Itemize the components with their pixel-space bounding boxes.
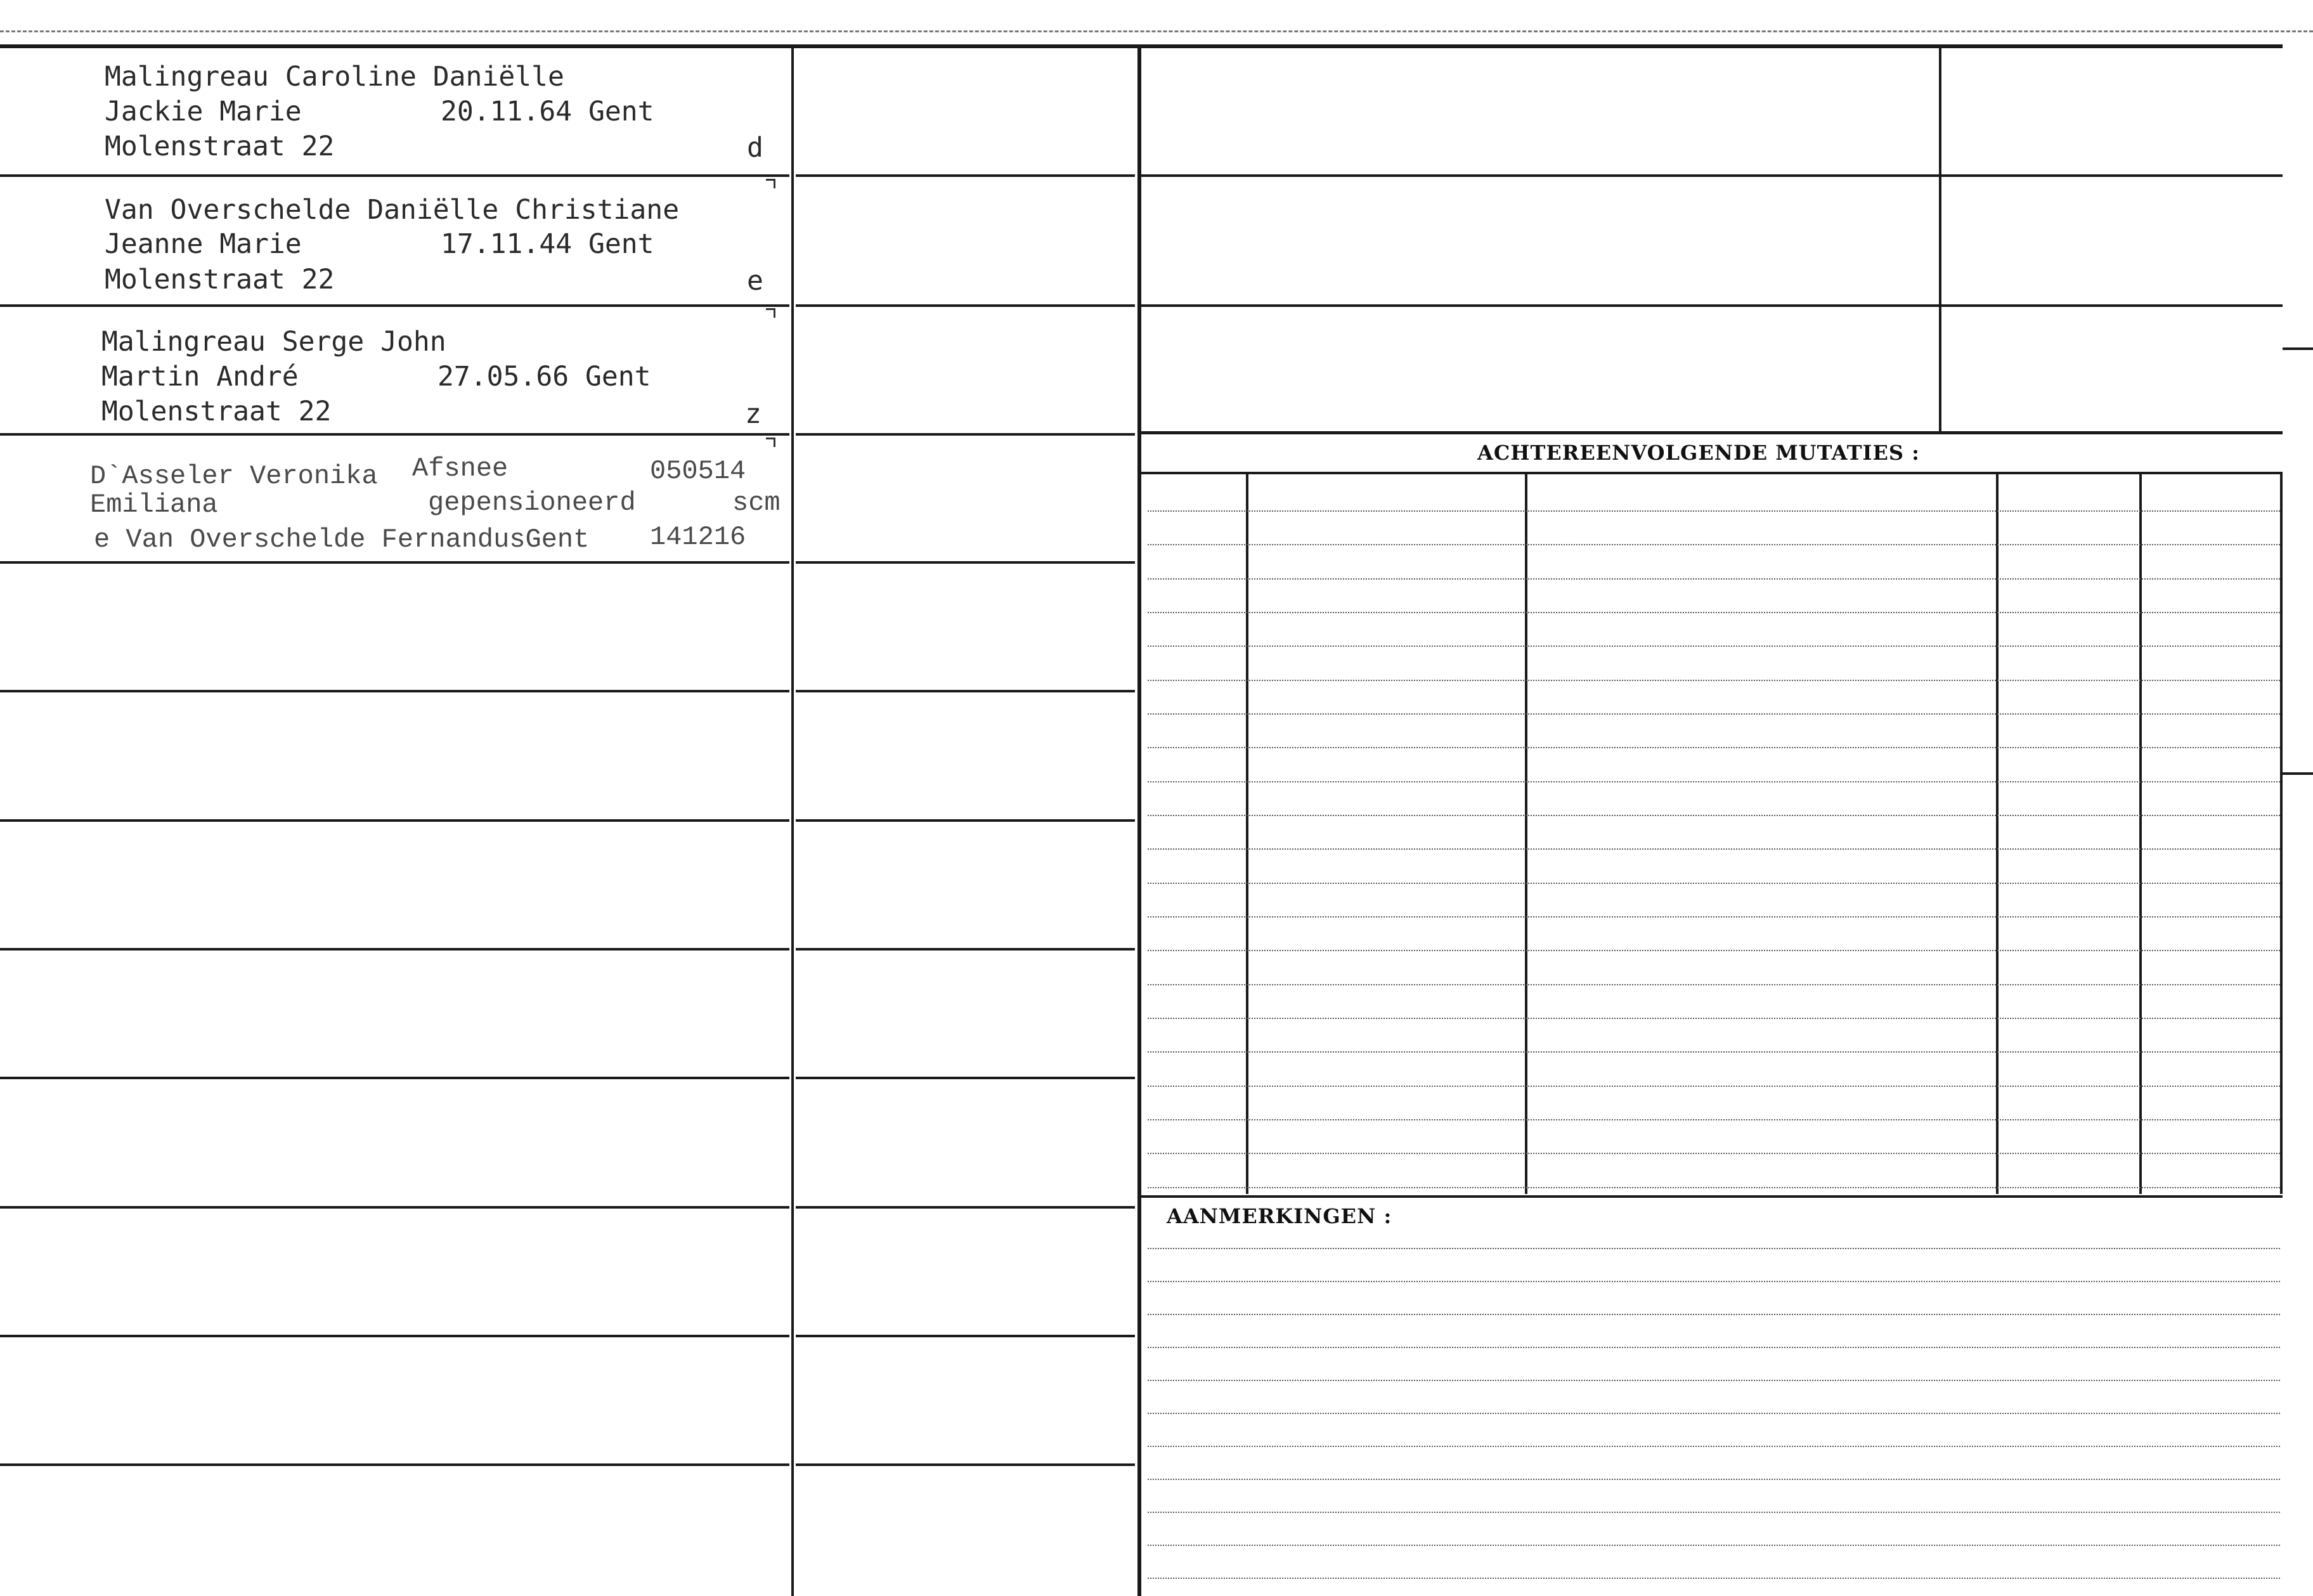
remarks-line (1148, 1479, 2280, 1480)
record-4-spouse-date: 141216 (650, 522, 746, 552)
table-row-line (1148, 747, 2280, 748)
remarks-line (1148, 1545, 2280, 1546)
row-line (0, 1077, 789, 1079)
record-1-given-names: Jackie Marie (105, 96, 302, 127)
table-row-line (1148, 1119, 2280, 1120)
remarks-heading: AANMERKINGEN : (1167, 1204, 1392, 1228)
record-4-code: scm (732, 488, 781, 518)
row-line (1141, 174, 2283, 177)
column-divider (791, 46, 794, 1596)
table-row-line (1148, 680, 2280, 681)
table-row-line (1148, 781, 2280, 782)
table-row-line (1148, 1051, 2280, 1053)
table-row-line (1148, 950, 2280, 951)
record-2-code: e (747, 265, 763, 297)
record-3-code: z (745, 398, 761, 430)
table-row-line (1148, 1153, 2280, 1154)
margin-mark (2283, 347, 2313, 350)
table-row-line (1148, 916, 2280, 918)
remarks-line (1148, 1413, 2280, 1414)
row-line (1141, 431, 2283, 434)
row-line (796, 1335, 1135, 1337)
remarks-line (1148, 1347, 2280, 1348)
record-3-name: Malingreau Serge John (101, 326, 446, 358)
row-line (796, 561, 1135, 564)
table-row-line (1148, 646, 2280, 647)
table-row-line (1148, 612, 2280, 613)
table-row-line (1148, 1086, 2280, 1087)
row-line (0, 1335, 789, 1337)
row-line (796, 948, 1135, 950)
remarks-line (1148, 1512, 2280, 1513)
corner-mark (766, 308, 775, 318)
record-4-status: Afsnee (412, 453, 509, 484)
row-line (0, 304, 789, 307)
table-row-line (1148, 984, 2280, 985)
row-line (796, 433, 1135, 436)
table-row-line (1148, 848, 2280, 850)
row-line (0, 690, 789, 692)
record-2-given-names: Jeanne Marie (105, 228, 302, 260)
row-line (796, 1463, 1135, 1466)
record-4-spouse: e Van Overschelde FernandusGent (94, 524, 590, 555)
record-1-name: Malingreau Caroline Daniëlle (105, 61, 564, 93)
table-row-line (1148, 713, 2280, 715)
row-line (0, 561, 789, 564)
mutations-heading: ACHTEREENVOLGENDE MUTATIES : (1477, 441, 1920, 465)
row-line (796, 1206, 1135, 1209)
record-2-birth: 17.11.44 Gent (441, 228, 654, 260)
top-perforation (0, 30, 2313, 32)
row-line (0, 174, 789, 177)
record-4-occupation: gepensioneerd (428, 488, 636, 518)
record-4-name: D`Asseler Veronika (90, 461, 378, 491)
column-divider (1137, 46, 1141, 1596)
remarks-line (1148, 1446, 2280, 1447)
remarks-line (1148, 1314, 2280, 1315)
row-line (0, 819, 789, 822)
table-row-line (1148, 510, 2280, 512)
row-line (796, 304, 1135, 307)
table-row-line (1148, 883, 2280, 884)
corner-mark (766, 179, 775, 188)
remarks-line (1148, 1380, 2280, 1381)
remarks-line (1148, 1281, 2280, 1282)
table-row-line (1148, 578, 2280, 580)
corner-mark (766, 438, 775, 447)
remarks-line (1148, 1248, 2280, 1249)
record-3-address: Molenstraat 22 (101, 396, 332, 427)
table-row-line (1148, 815, 2280, 816)
row-line (0, 433, 789, 436)
row-line (0, 948, 789, 950)
record-1-code: d (747, 132, 763, 164)
remarks-rule (1141, 1195, 2283, 1198)
record-3-birth: 27.05.66 Gent (437, 361, 651, 393)
row-line (796, 174, 1135, 177)
table-row-line (1148, 1018, 2280, 1019)
record-3-given-names: Martin André (101, 361, 299, 393)
row-line (0, 1206, 789, 1209)
record-2-name: Van Overschelde Daniëlle Christiane (105, 194, 680, 226)
row-line (1141, 304, 2283, 307)
row-line (796, 690, 1135, 692)
record-1-birth: 20.11.64 Gent (441, 96, 654, 127)
record-4-date: 050514 (650, 456, 746, 486)
row-line (796, 1077, 1135, 1079)
table-row-line (1148, 1187, 2280, 1188)
table-rule (1141, 472, 2283, 474)
row-line (0, 1463, 789, 1466)
row-line (796, 819, 1135, 822)
record-4-given-names: Emiliana (90, 490, 218, 520)
column-divider (1939, 46, 1941, 432)
table-column (2280, 474, 2283, 1194)
remarks-line (1148, 1578, 2280, 1579)
margin-mark (2283, 772, 2313, 775)
record-1-address: Molenstraat 22 (105, 131, 335, 162)
record-2-address: Molenstraat 22 (105, 264, 335, 295)
table-row-line (1148, 544, 2280, 545)
